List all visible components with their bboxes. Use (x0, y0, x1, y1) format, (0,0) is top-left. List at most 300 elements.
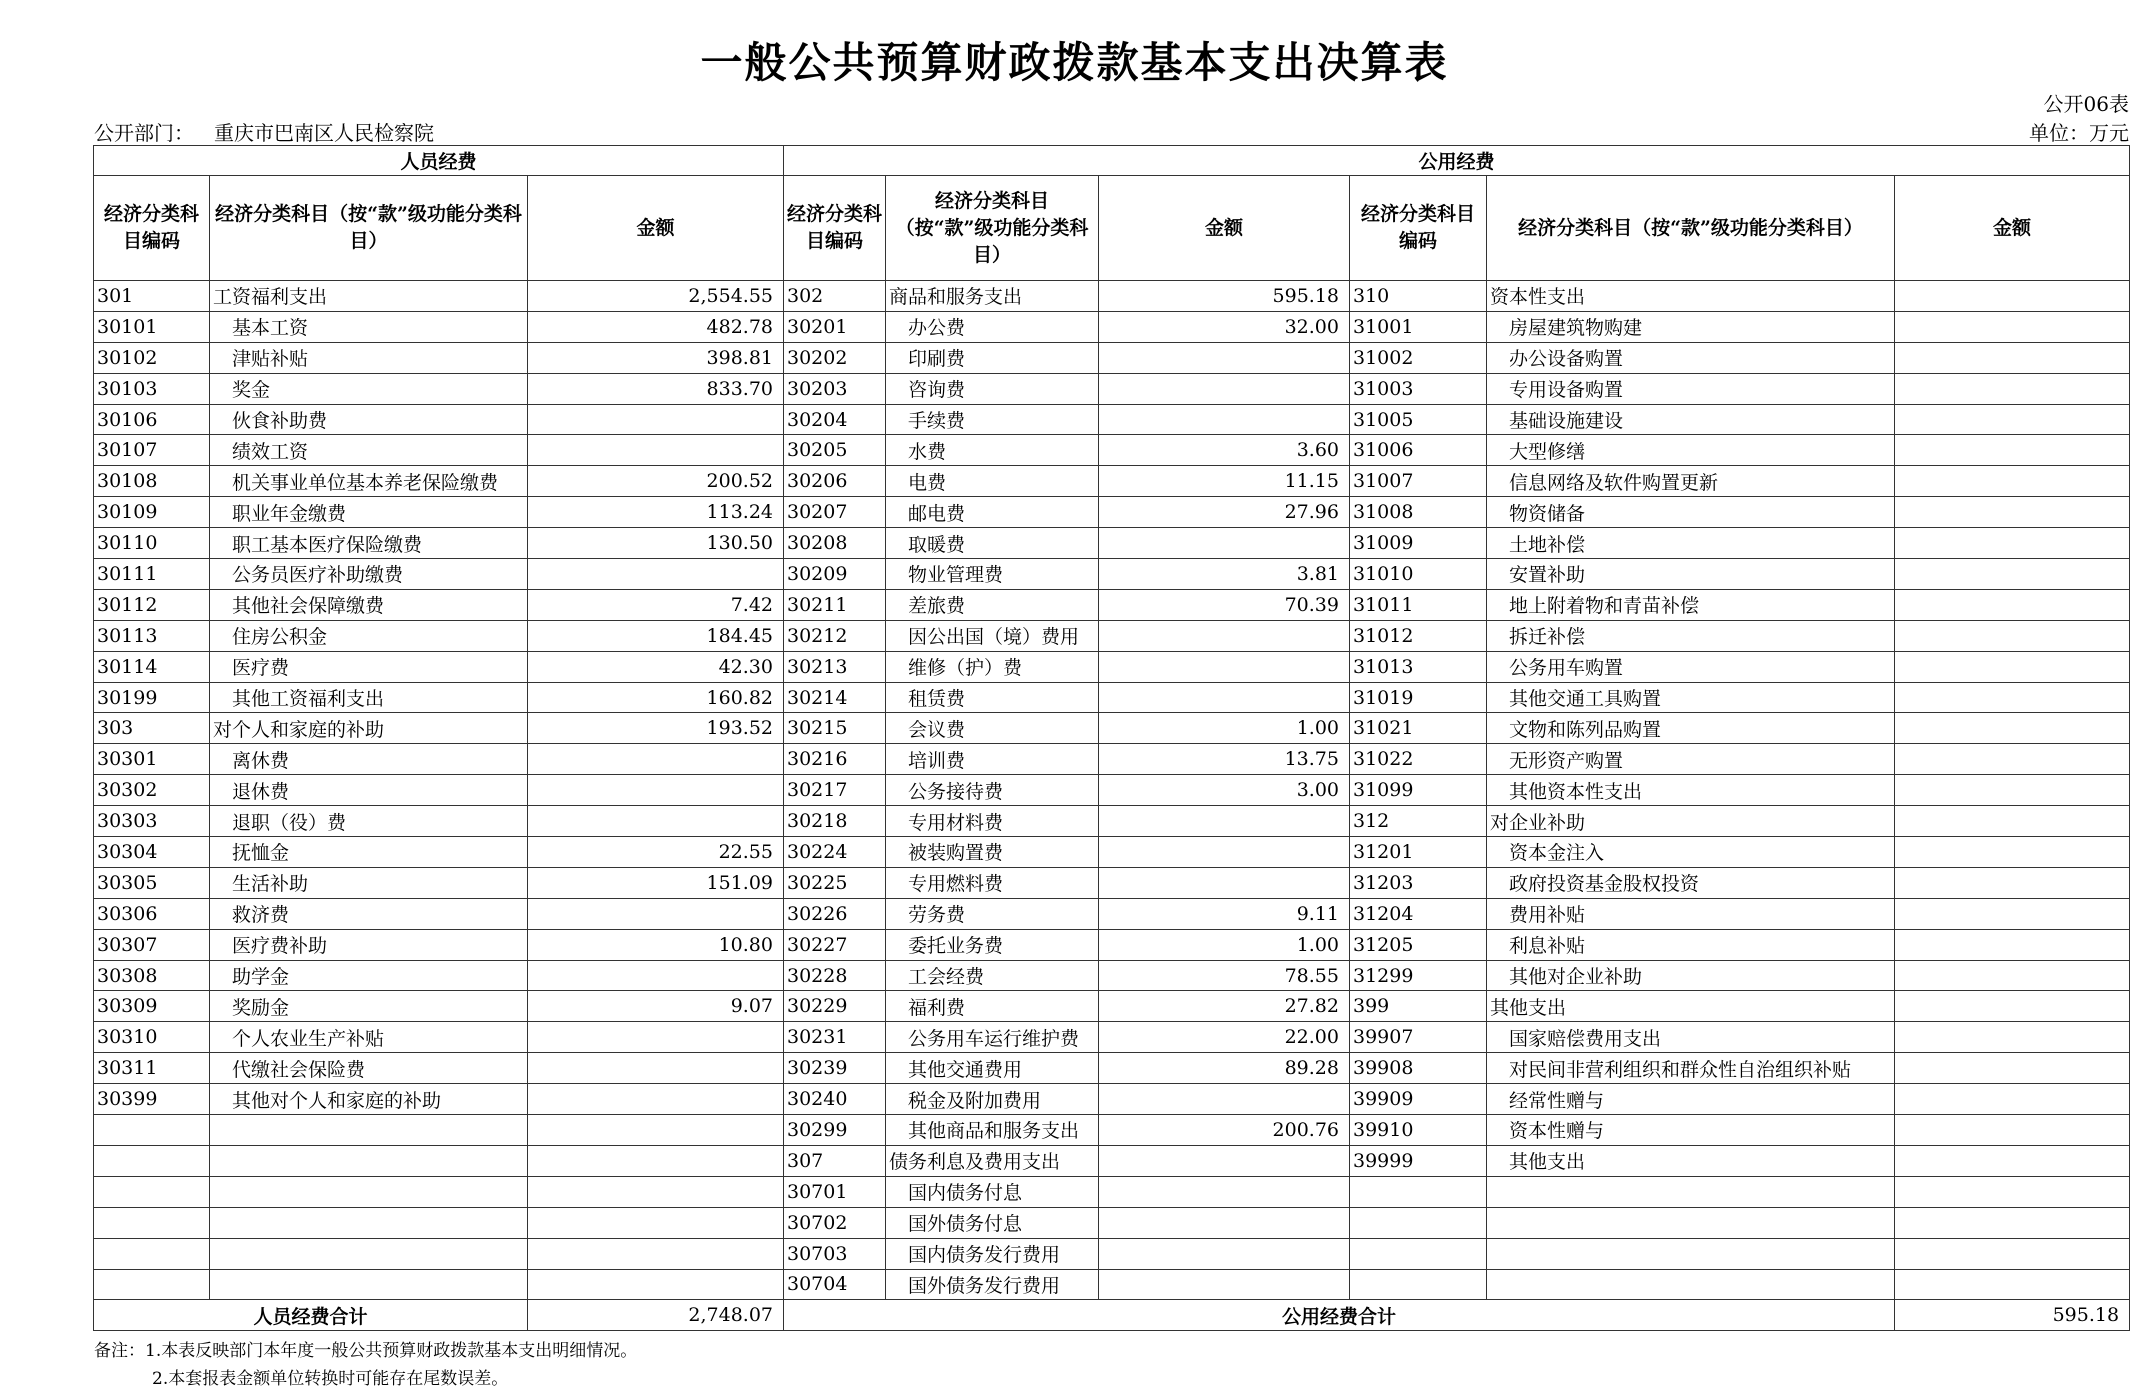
cell-amount (1895, 589, 2130, 620)
cell-name: 公务员医疗补助缴费 (210, 559, 528, 590)
cell-amount: 200.76 (1099, 1115, 1350, 1146)
cell-amount (1895, 682, 2130, 713)
cell-code: 30226 (784, 898, 886, 929)
table-row (94, 1084, 2130, 1115)
cell-amount (1895, 1145, 2130, 1176)
col-header-name: 经济分类科目（按“款”级功能分类科目） (886, 176, 1099, 281)
cell-name: 公务用车运行维护费 (886, 1022, 1099, 1053)
cell-amount (1895, 744, 2130, 775)
cell-code: 31005 (1350, 404, 1487, 435)
cell-name: 差旅费 (886, 589, 1099, 620)
col-header-name: 经济分类科目（按“款”级功能分类科目） (1487, 176, 1895, 281)
cell-code: 30302 (94, 775, 210, 806)
cell-name: 职工基本医疗保险缴费 (210, 528, 528, 559)
cell-name: 助学金 (210, 960, 528, 991)
cell-amount (1895, 898, 2130, 929)
cell-name: 其他社会保障缴费 (210, 589, 528, 620)
cell-code: 30214 (784, 682, 886, 713)
cell-name: 办公设备购置 (1487, 342, 1895, 373)
cell-name: 其他支出 (1487, 1145, 1895, 1176)
page-title: 一般公共预算财政拨款基本支出决算表 (700, 38, 1449, 87)
cell-code: 30701 (784, 1176, 886, 1207)
cell-name (210, 1269, 528, 1300)
cell-amount (1895, 373, 2130, 404)
cell-amount: 113.24 (528, 497, 784, 528)
table-row (94, 1176, 2130, 1207)
cell-code: 31001 (1350, 311, 1487, 342)
cell-amount: 22.55 (528, 837, 784, 868)
cell-amount (1895, 528, 2130, 559)
cell-name: 抚恤金 (210, 837, 528, 868)
column-header-row (94, 176, 2130, 281)
cell-name: 其他对个人和家庭的补助 (210, 1084, 528, 1115)
cell-code: 30106 (94, 404, 210, 435)
cell-name: 咨询费 (886, 373, 1099, 404)
cell-amount: 833.70 (528, 373, 784, 404)
cell-code: 30109 (94, 497, 210, 528)
cell-code (1350, 1176, 1487, 1207)
table-body (94, 281, 2130, 1300)
cell-name: 其他交通费用 (886, 1053, 1099, 1084)
cell-amount: 11.15 (1099, 466, 1350, 497)
cell-name: 信息网络及软件购置更新 (1487, 466, 1895, 497)
department-name: 重庆市巴南区人民检察院 (214, 121, 434, 145)
cell-amount: 32.00 (1099, 311, 1350, 342)
cell-code: 30704 (784, 1269, 886, 1300)
cell-name: 经常性赠与 (1487, 1084, 1895, 1115)
cell-name: 因公出国（境）费用 (886, 620, 1099, 651)
total-personnel-label: 人员经费合计 (94, 1300, 528, 1331)
cell-amount: 7.42 (528, 589, 784, 620)
cell-amount (1099, 867, 1350, 898)
table-row (94, 929, 2130, 960)
cell-name: 印刷费 (886, 342, 1099, 373)
cell-amount (1895, 775, 2130, 806)
cell-code: 31002 (1350, 342, 1487, 373)
cell-code: 30306 (94, 898, 210, 929)
col-header-amount: 金额 (528, 176, 784, 281)
cell-code: 31203 (1350, 867, 1487, 898)
cell-code: 30307 (94, 929, 210, 960)
cell-amount (1099, 1207, 1350, 1238)
cell-name: 其他支出 (1487, 991, 1895, 1022)
cell-code: 30702 (784, 1207, 886, 1238)
cell-code: 30102 (94, 342, 210, 373)
cell-code: 39908 (1350, 1053, 1487, 1084)
group-public-header: 公用经费 (784, 146, 2130, 176)
total-public-label: 公用经费合计 (784, 1300, 1895, 1331)
table-row (94, 1145, 2130, 1176)
cell-code: 30208 (784, 528, 886, 559)
cell-name: 奖励金 (210, 991, 528, 1022)
cell-name: 国家赔偿费用支出 (1487, 1022, 1895, 1053)
cell-code: 30305 (94, 867, 210, 898)
cell-amount (1099, 528, 1350, 559)
cell-amount (1895, 559, 2130, 590)
cell-code: 30101 (94, 311, 210, 342)
cell-name (1487, 1176, 1895, 1207)
cell-code: 30303 (94, 806, 210, 837)
cell-name: 地上附着物和青苗补偿 (1487, 589, 1895, 620)
table-row (94, 1022, 2130, 1053)
cell-amount (1099, 651, 1350, 682)
cell-name: 医疗费补助 (210, 929, 528, 960)
cell-code: 30231 (784, 1022, 886, 1053)
cell-amount: 482.78 (528, 311, 784, 342)
table-row (94, 960, 2130, 991)
cell-name: 公务用车购置 (1487, 651, 1895, 682)
cell-code: 30304 (94, 837, 210, 868)
cell-code: 39909 (1350, 1084, 1487, 1115)
cell-name: 商品和服务支出 (886, 281, 1099, 312)
cell-code: 39910 (1350, 1115, 1487, 1146)
cell-code: 30218 (784, 806, 886, 837)
cell-amount: 22.00 (1099, 1022, 1350, 1053)
table-row (94, 713, 2130, 744)
cell-amount (1895, 806, 2130, 837)
cell-name (210, 1207, 528, 1238)
cell-name: 被装购置费 (886, 837, 1099, 868)
cell-code: 30228 (784, 960, 886, 991)
cell-name: 国内债务发行费用 (886, 1238, 1099, 1269)
cell-name: 无形资产购置 (1487, 744, 1895, 775)
cell-name: 劳务费 (886, 898, 1099, 929)
cell-name: 其他对企业补助 (1487, 960, 1895, 991)
cell-code: 31201 (1350, 837, 1487, 868)
cell-name: 房屋建筑物购建 (1487, 311, 1895, 342)
cell-name: 退职（役）费 (210, 806, 528, 837)
cell-amount (528, 1053, 784, 1084)
cell-name: 对民间非营利组织和群众性自治组织补贴 (1487, 1053, 1895, 1084)
cell-name: 租赁费 (886, 682, 1099, 713)
cell-code (1350, 1238, 1487, 1269)
cell-amount: 78.55 (1099, 960, 1350, 991)
expenditure-table (93, 145, 2130, 1331)
table-row (94, 373, 2130, 404)
cell-code: 39907 (1350, 1022, 1487, 1053)
cell-name: 资本性赠与 (1487, 1115, 1895, 1146)
table-row (94, 281, 2130, 312)
cell-code: 30311 (94, 1053, 210, 1084)
cell-name: 邮电费 (886, 497, 1099, 528)
cell-code (94, 1115, 210, 1146)
table-row (94, 1053, 2130, 1084)
cell-name: 其他资本性支出 (1487, 775, 1895, 806)
cell-code: 30227 (784, 929, 886, 960)
table-code: 公开06表 (2043, 92, 2129, 116)
cell-name: 物资储备 (1487, 497, 1895, 528)
cell-name: 基础设施建设 (1487, 404, 1895, 435)
col-header-code: 经济分类科目编码 (784, 176, 886, 281)
cell-name: 土地补偿 (1487, 528, 1895, 559)
total-personnel-value: 2,748.07 (528, 1300, 784, 1331)
cell-amount (1099, 1176, 1350, 1207)
cell-code: 302 (784, 281, 886, 312)
cell-name: 办公费 (886, 311, 1099, 342)
cell-amount (1099, 620, 1350, 651)
cell-amount: 2,554.55 (528, 281, 784, 312)
cell-name: 医疗费 (210, 651, 528, 682)
cell-code: 303 (94, 713, 210, 744)
cell-code: 30216 (784, 744, 886, 775)
cell-amount (1895, 435, 2130, 466)
cell-name: 国内债务付息 (886, 1176, 1099, 1207)
table-row (94, 651, 2130, 682)
table-row (94, 775, 2130, 806)
cell-code: 30204 (784, 404, 886, 435)
cell-amount (1895, 867, 2130, 898)
table-row (94, 837, 2130, 868)
cell-code: 30213 (784, 651, 886, 682)
cell-code: 30224 (784, 837, 886, 868)
cell-amount (528, 1238, 784, 1269)
table-row (94, 435, 2130, 466)
table-row (94, 867, 2130, 898)
cell-code: 30205 (784, 435, 886, 466)
cell-amount (528, 435, 784, 466)
cell-name: 离休费 (210, 744, 528, 775)
table-row (94, 806, 2130, 837)
cell-code: 30202 (784, 342, 886, 373)
cell-amount (1099, 342, 1350, 373)
cell-amount: 89.28 (1099, 1053, 1350, 1084)
cell-name: 培训费 (886, 744, 1099, 775)
cell-name: 专用材料费 (886, 806, 1099, 837)
col-header-amount: 金额 (1895, 176, 2130, 281)
cell-code: 30108 (94, 466, 210, 497)
cell-amount: 27.96 (1099, 497, 1350, 528)
col-header-code: 经济分类科目编码 (94, 176, 210, 281)
cell-name: 其他工资福利支出 (210, 682, 528, 713)
cell-code: 31011 (1350, 589, 1487, 620)
cell-name: 费用补贴 (1487, 898, 1895, 929)
cell-amount (1895, 404, 2130, 435)
cell-amount (528, 1084, 784, 1115)
cell-name: 退休费 (210, 775, 528, 806)
cell-amount (528, 1145, 784, 1176)
cell-code: 30110 (94, 528, 210, 559)
cell-name: 国外债务付息 (886, 1207, 1099, 1238)
cell-amount (1099, 837, 1350, 868)
cell-amount (528, 960, 784, 991)
cell-code: 31021 (1350, 713, 1487, 744)
cell-amount (1895, 466, 2130, 497)
total-row (94, 1300, 2130, 1331)
cell-name: 专用燃料费 (886, 867, 1099, 898)
cell-amount: 151.09 (528, 867, 784, 898)
cell-code: 30203 (784, 373, 886, 404)
cell-code: 39999 (1350, 1145, 1487, 1176)
cell-code (1350, 1207, 1487, 1238)
cell-code: 30212 (784, 620, 886, 651)
cell-code: 30225 (784, 867, 886, 898)
cell-amount (528, 775, 784, 806)
cell-amount: 1.00 (1099, 713, 1350, 744)
cell-name: 资本金注入 (1487, 837, 1895, 868)
cell-amount: 9.07 (528, 991, 784, 1022)
cell-amount (528, 559, 784, 590)
cell-code: 30111 (94, 559, 210, 590)
table-row (94, 1269, 2130, 1300)
cell-code: 30112 (94, 589, 210, 620)
cell-name: 资本性支出 (1487, 281, 1895, 312)
cell-amount: 10.80 (528, 929, 784, 960)
cell-name: 代缴社会保险费 (210, 1053, 528, 1084)
cell-amount (1895, 837, 2130, 868)
cell-code: 31012 (1350, 620, 1487, 651)
cell-amount: 184.45 (528, 620, 784, 651)
cell-amount (1099, 806, 1350, 837)
table-row (94, 898, 2130, 929)
cell-name (210, 1145, 528, 1176)
cell-code: 30201 (784, 311, 886, 342)
table-row (94, 466, 2130, 497)
cell-amount: 193.52 (528, 713, 784, 744)
cell-amount (1895, 713, 2130, 744)
cell-amount (528, 404, 784, 435)
cell-amount (528, 806, 784, 837)
group-header-row (94, 146, 2130, 176)
cell-amount (1895, 311, 2130, 342)
cell-amount (528, 1207, 784, 1238)
cell-name (1487, 1269, 1895, 1300)
cell-name: 个人农业生产补贴 (210, 1022, 528, 1053)
group-personnel-header: 人员经费 (94, 146, 784, 176)
cell-amount: 398.81 (528, 342, 784, 373)
cell-code: 30103 (94, 373, 210, 404)
cell-name (1487, 1238, 1895, 1269)
footnote-1: 备注：1.本表反映部门本年度一般公共预算财政拨款基本支出明细情况。 (94, 1341, 638, 1361)
cell-name (210, 1238, 528, 1269)
col-header-amount: 金额 (1099, 176, 1350, 281)
cell-amount: 13.75 (1099, 744, 1350, 775)
table-row (94, 559, 2130, 590)
cell-code: 301 (94, 281, 210, 312)
cell-amount: 160.82 (528, 682, 784, 713)
cell-code: 307 (784, 1145, 886, 1176)
cell-amount (528, 1115, 784, 1146)
cell-name (210, 1115, 528, 1146)
cell-amount (528, 1269, 784, 1300)
department-line (94, 117, 434, 146)
cell-amount (1895, 1207, 2130, 1238)
cell-code: 30308 (94, 960, 210, 991)
table-row (94, 528, 2130, 559)
cell-name: 委托业务费 (886, 929, 1099, 960)
unit-label: 单位：万元 (2029, 121, 2129, 145)
table-row (94, 589, 2130, 620)
cell-code: 31205 (1350, 929, 1487, 960)
cell-name (210, 1176, 528, 1207)
cell-amount (1099, 1269, 1350, 1300)
cell-code (94, 1176, 210, 1207)
cell-code: 30113 (94, 620, 210, 651)
cell-amount: 3.00 (1099, 775, 1350, 806)
cell-code: 30299 (784, 1115, 886, 1146)
cell-name: 文物和陈列品购置 (1487, 713, 1895, 744)
cell-name: 拆迁补偿 (1487, 620, 1895, 651)
table-row (94, 342, 2130, 373)
cell-name: 救济费 (210, 898, 528, 929)
cell-amount: 9.11 (1099, 898, 1350, 929)
cell-name: 电费 (886, 466, 1099, 497)
cell-amount: 3.60 (1099, 435, 1350, 466)
cell-amount (1895, 281, 2130, 312)
cell-code: 31006 (1350, 435, 1487, 466)
cell-code: 30215 (784, 713, 886, 744)
cell-name: 水费 (886, 435, 1099, 466)
cell-code: 31007 (1350, 466, 1487, 497)
cell-code: 30207 (784, 497, 886, 528)
cell-name: 安置补助 (1487, 559, 1895, 590)
table-row (94, 1115, 2130, 1146)
cell-code: 30217 (784, 775, 886, 806)
cell-amount: 42.30 (528, 651, 784, 682)
table-row (94, 1207, 2130, 1238)
cell-code (94, 1238, 210, 1269)
cell-code: 31204 (1350, 898, 1487, 929)
cell-code: 30211 (784, 589, 886, 620)
footnote-2: 2.本套报表金额单位转换时可能存在尾数误差。 (152, 1369, 509, 1389)
cell-name: 公务接待费 (886, 775, 1099, 806)
cell-code: 30107 (94, 435, 210, 466)
cell-amount (528, 898, 784, 929)
cell-amount (1895, 1176, 2130, 1207)
table-row (94, 404, 2130, 435)
table-row (94, 497, 2130, 528)
cell-code: 31008 (1350, 497, 1487, 528)
cell-name: 物业管理费 (886, 559, 1099, 590)
cell-code: 31022 (1350, 744, 1487, 775)
cell-name: 伙食补助费 (210, 404, 528, 435)
cell-name: 对个人和家庭的补助 (210, 713, 528, 744)
cell-name: 奖金 (210, 373, 528, 404)
cell-amount: 200.52 (528, 466, 784, 497)
cell-name: 专用设备购置 (1487, 373, 1895, 404)
cell-amount (1895, 1269, 2130, 1300)
cell-amount: 3.81 (1099, 559, 1350, 590)
cell-code: 30703 (784, 1238, 886, 1269)
cell-code: 30206 (784, 466, 886, 497)
cell-code: 31003 (1350, 373, 1487, 404)
cell-code: 31019 (1350, 682, 1487, 713)
cell-amount (1099, 1084, 1350, 1115)
cell-code: 30310 (94, 1022, 210, 1053)
cell-amount (1895, 929, 2130, 960)
cell-code: 31010 (1350, 559, 1487, 590)
cell-amount (1099, 404, 1350, 435)
cell-amount (1895, 1053, 2130, 1084)
cell-name: 债务利息及费用支出 (886, 1145, 1099, 1176)
cell-name: 维修（护）费 (886, 651, 1099, 682)
cell-code: 31009 (1350, 528, 1487, 559)
cell-code: 30229 (784, 991, 886, 1022)
cell-code: 30209 (784, 559, 886, 590)
cell-code: 31013 (1350, 651, 1487, 682)
col-header-name: 经济分类科目（按“款”级功能分类科目） (210, 176, 528, 281)
footnotes (94, 1337, 637, 1393)
cell-amount (1895, 991, 2130, 1022)
cell-name: 取暖费 (886, 528, 1099, 559)
cell-name: 其他交通工具购置 (1487, 682, 1895, 713)
table-row (94, 311, 2130, 342)
cell-code: 399 (1350, 991, 1487, 1022)
cell-name: 生活补助 (210, 867, 528, 898)
cell-name: 对企业补助 (1487, 806, 1895, 837)
cell-name: 机关事业单位基本养老保险缴费 (210, 466, 528, 497)
cell-amount (1099, 682, 1350, 713)
cell-name: 住房公积金 (210, 620, 528, 651)
